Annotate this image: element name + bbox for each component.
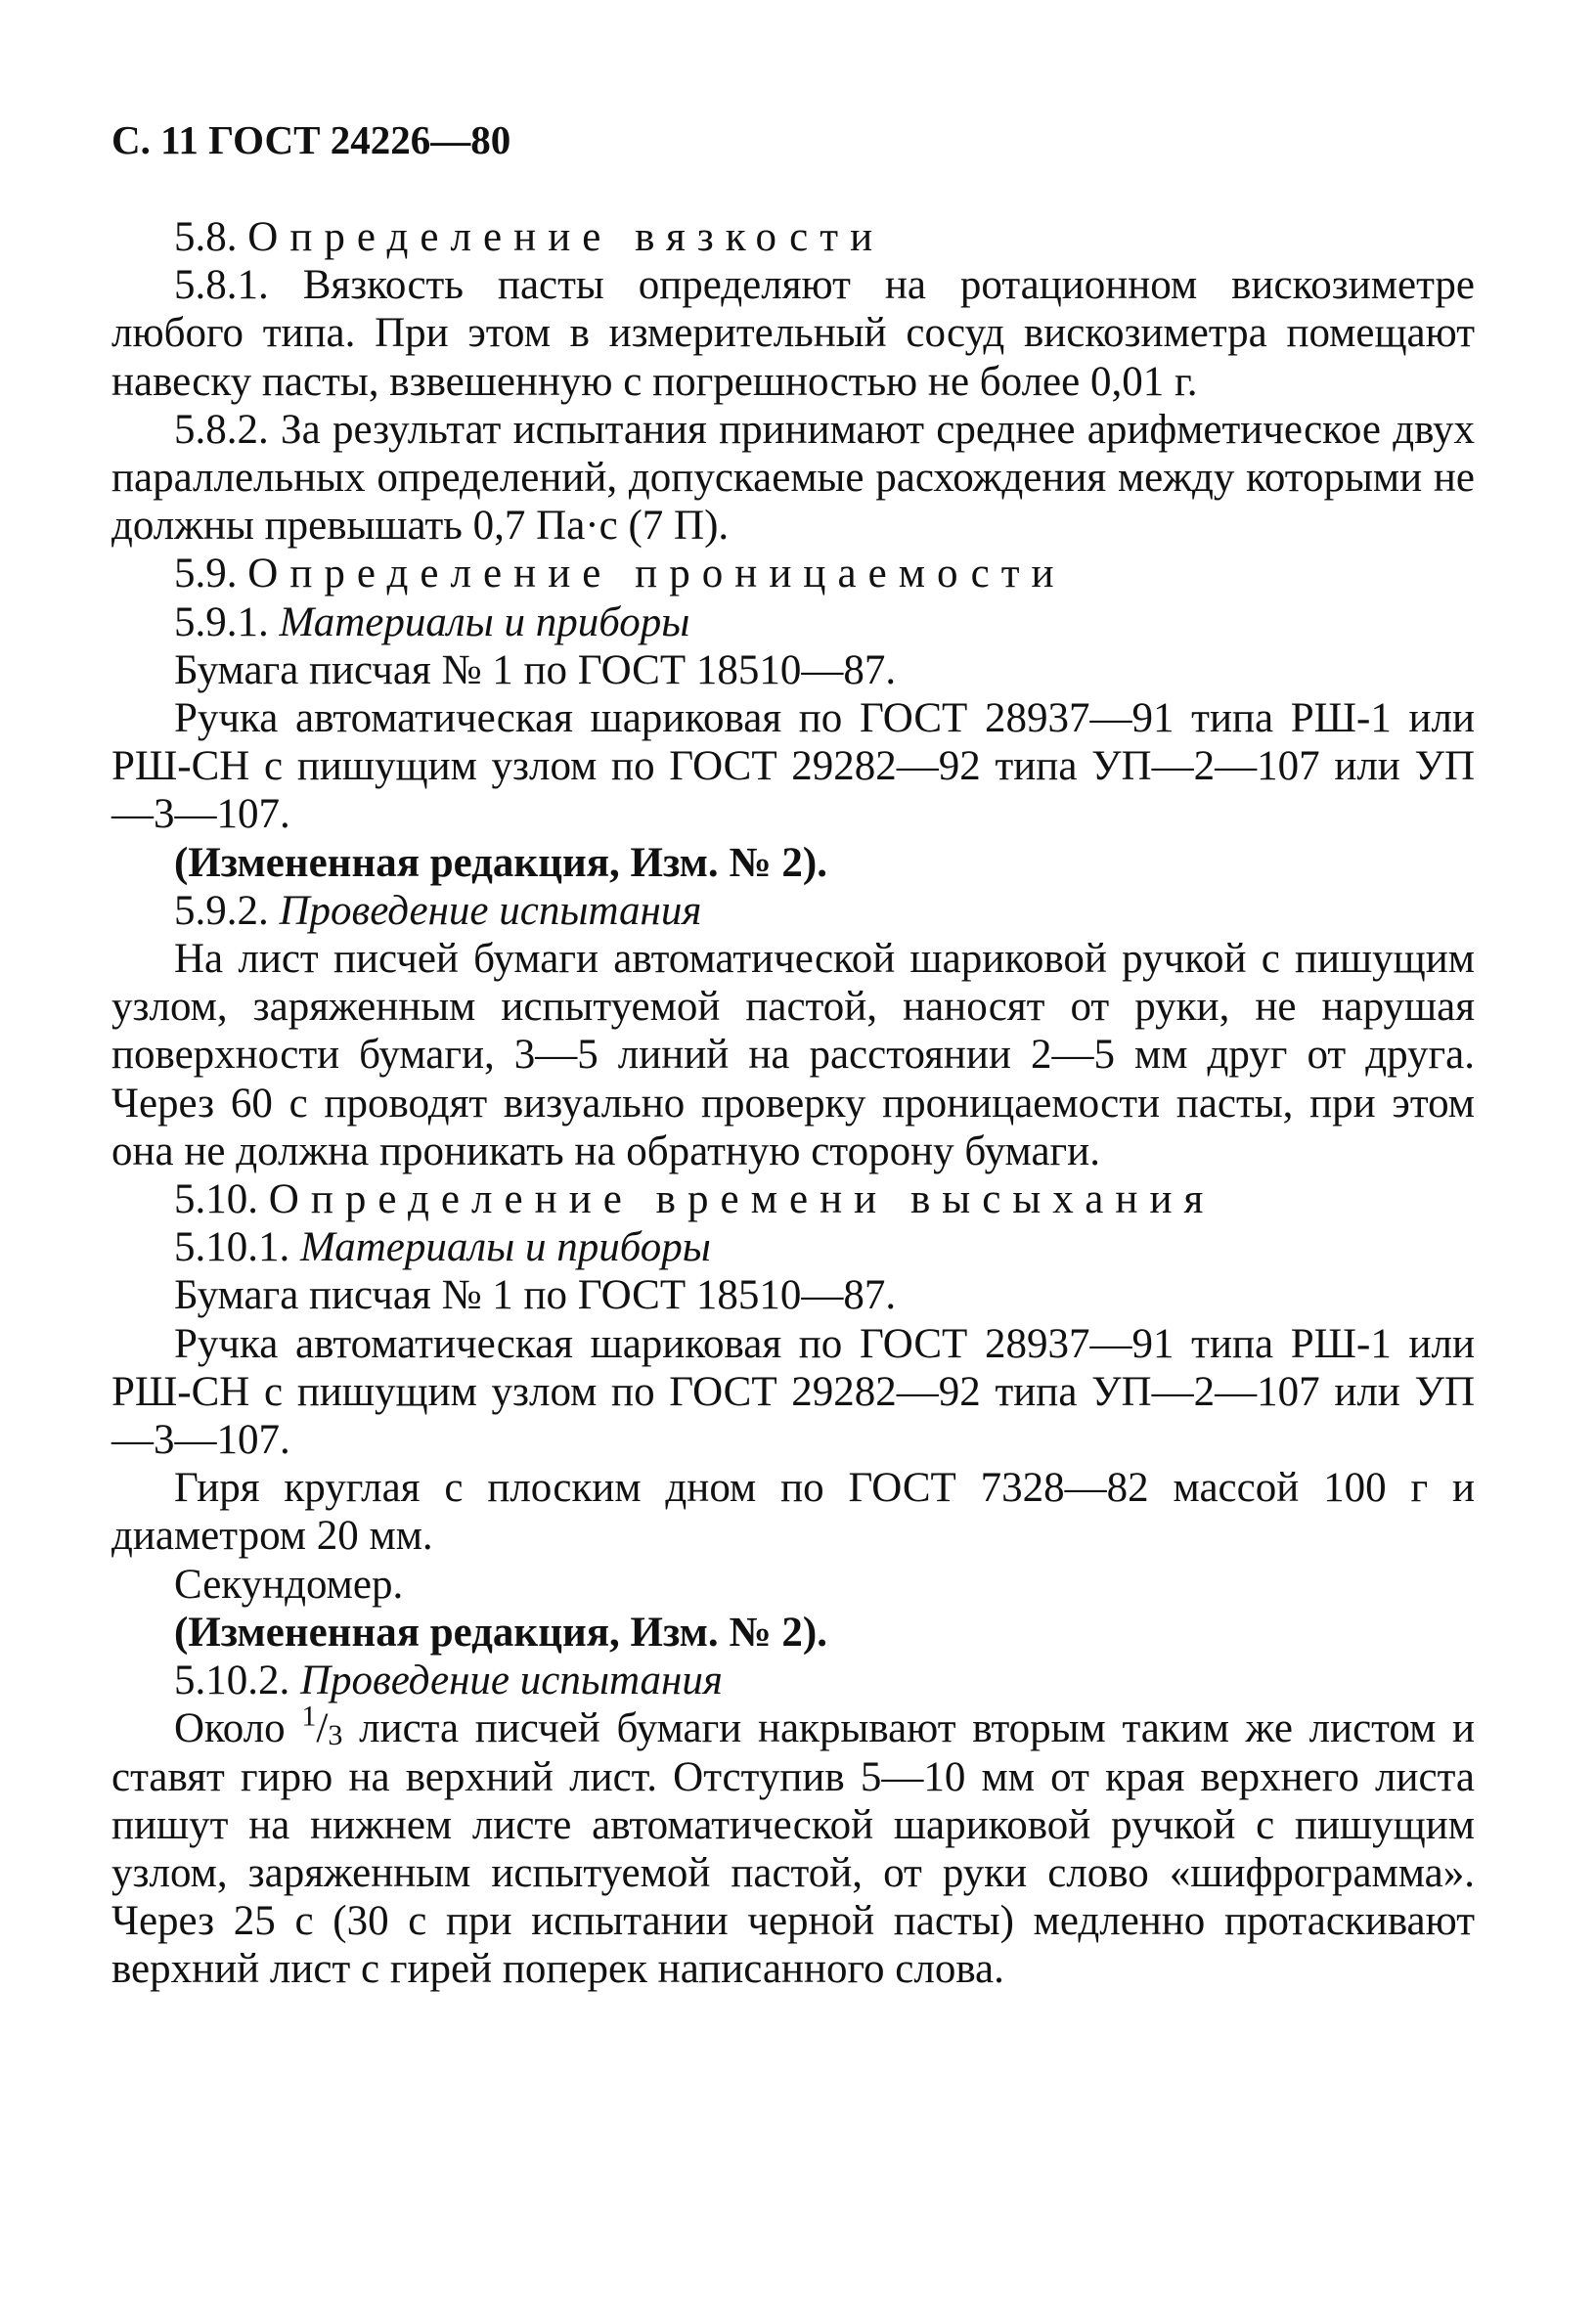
section-5-10-heading [111, 1175, 1475, 1223]
procedure-text: На лист писчей бумаги автоматической шариковой ручкой с пишущим узлом, заряженным испытуемой пастой, наносят от руки, не нарушая поверхности бумаги, 3—5 линий на расстоянии 2—5 мм друг от друга. Через 60 с проводят визуально проверку проницаемости пасты, при этом она не должна проникать на обратную сторону бумаги. [111, 936, 1475, 1174]
subsection-5-10-1-heading [111, 1223, 1475, 1271]
amendment-note: (Измененная редакция, Изм. № 2). [174, 1609, 827, 1656]
paper-requirement: Бумага писчая № 1 по ГОСТ 18510—87. [174, 1272, 897, 1319]
procedure-lead: Около [174, 1705, 286, 1752]
section-number: 5.8.1. [174, 262, 269, 309]
paragraph-5-8-2 [111, 406, 1475, 551]
subsection-5-10-2-heading [111, 1657, 1475, 1704]
fraction-denominator: 3 [328, 1718, 343, 1752]
section-number: 5.9. [174, 551, 238, 597]
section-number: 5.8. [174, 214, 238, 260]
section-number: 5.8.2. [174, 406, 269, 453]
section-title: Определение вязкости [247, 214, 885, 260]
subsection-5-9-2-heading [111, 887, 1475, 935]
amendment-note: (Измененная редакция, Изм. № 2). [174, 839, 827, 886]
paragraph-text: Вязкость пасты определяют на ротационном вискозиметре любого типа. При этом в измерительный сосуд вискозиметра помещают навеску пасты, взвешенную с погрешностью не более 0,01 г. [111, 262, 1475, 405]
stopwatch-requirement: Секундомер. [174, 1561, 404, 1608]
paragraph-text: За результат испытания принимают среднее арифметическое двух параллельных определений, допускаемые расхождения между которыми не должны превышать 0,7 Па·с (7 П). [111, 406, 1475, 550]
subsection-title: Материалы и приборы [279, 598, 690, 645]
section-number: 5.10. [174, 1176, 258, 1223]
section-number: 5.10.2. [174, 1658, 290, 1704]
weight-requirement: Гиря круглая с плоским дном по ГОСТ 7328—82 массой 100 г и диаметром 20 мм. [111, 1465, 1475, 1560]
section-number: 5.9.1. [174, 598, 269, 645]
document-body [111, 213, 1475, 1994]
page-header: С. 11 ГОСТ 24226—80 [111, 117, 511, 162]
fraction-one-third: $^1/_3$ [301, 1699, 343, 1752]
section-title: Определение времени высыхания [268, 1176, 1216, 1223]
pen-requirement: Ручка автоматическая шариковая по ГОСТ 28937—91 типа РШ-1 или РШ-СН с пишущим узлом по ГОСТ 29282—92 типа УП—2—107 или УП—3—107. [111, 695, 1475, 838]
section-title: Определение проницаемости [247, 551, 1066, 597]
section-number: 5.10.1. [174, 1224, 290, 1271]
fraction-numerator: 1 [301, 1699, 317, 1733]
subsection-title: Проведение испытания [279, 887, 702, 934]
section-number: 5.9.2. [174, 887, 269, 934]
pen-requirement: Ручка автоматическая шариковая по ГОСТ 28937—91 типа РШ-1 или РШ-СН с пишущим узлом по ГОСТ 29282—92 типа УП—2—107 или УП—3—107. [111, 1320, 1475, 1464]
subsection-title: Проведение испытания [300, 1658, 723, 1704]
section-5-8-heading [111, 213, 1475, 261]
subsection-5-9-1-heading [111, 598, 1475, 646]
paragraph-5-8-1 [111, 261, 1475, 406]
procedure-text [111, 1699, 1475, 1993]
section-5-9-heading [111, 550, 1475, 597]
paper-requirement: Бумага писчая № 1 по ГОСТ 18510—87. [174, 646, 897, 693]
procedure-body: листа писчей бумаги накрывают вторым таким же листом и ставят гирю на верхний лист. Отступив 5—10 мм от края верхнего листа пишут на нижнем листе автоматической шариковой ручкой с пишущим узлом, заряженным испытуемой пастой, от руки слово «шифрограмма». Через 25 с (30 с при испытании черной пасты) медленно протаскивают верхний лист с гирей поперек написанного слова. [111, 1705, 1475, 1993]
subsection-title: Материалы и приборы [300, 1224, 711, 1271]
